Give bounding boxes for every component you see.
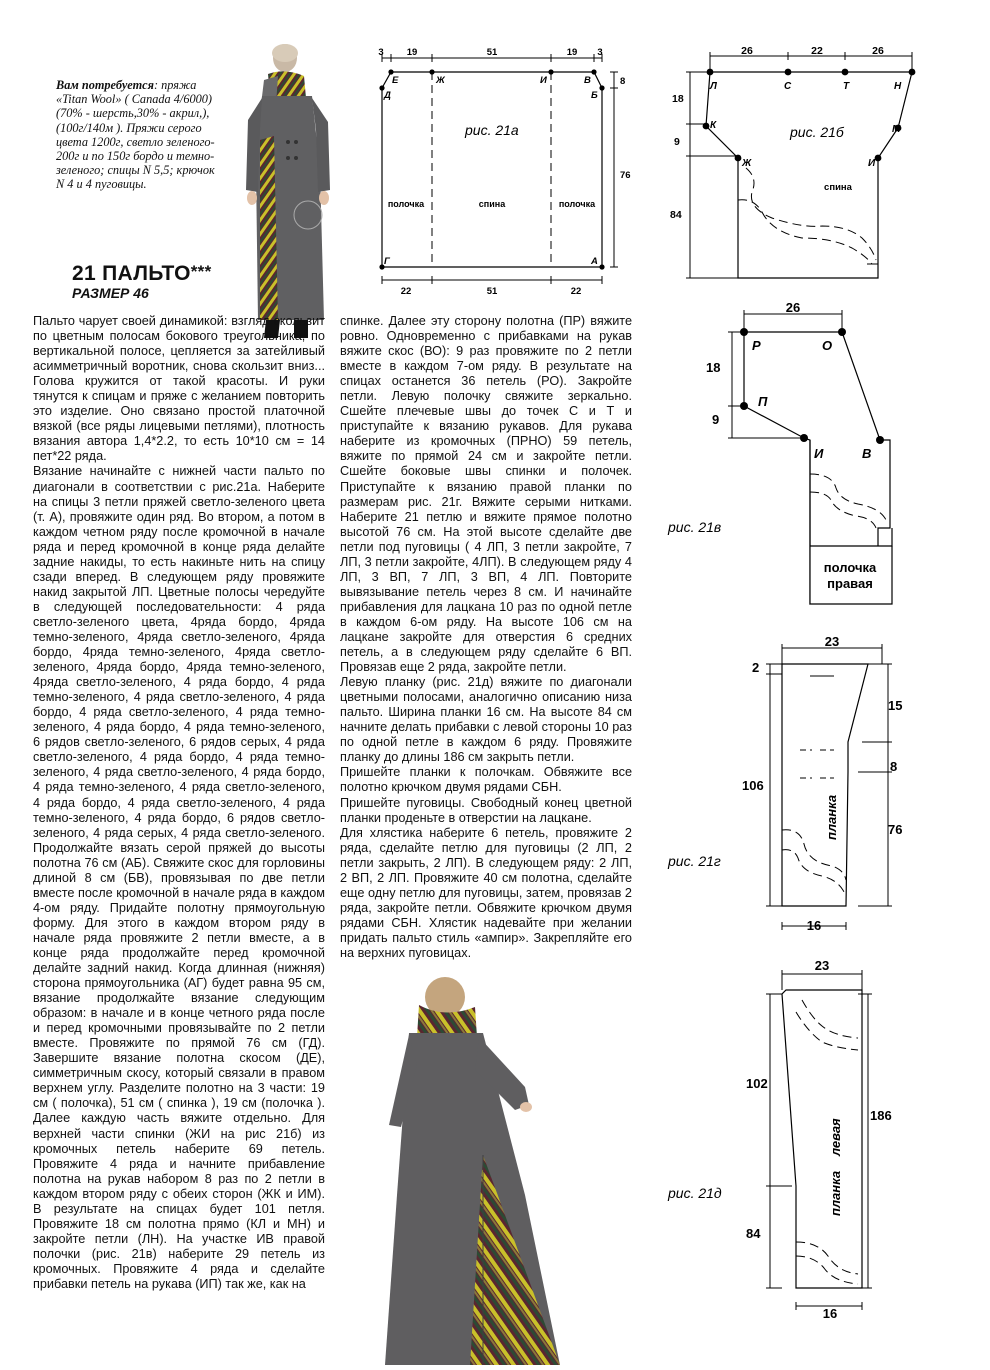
fig21v-caption: рис. 21в xyxy=(668,519,722,535)
fig21b-point-m: М xyxy=(892,124,901,135)
fig21v-point-o: О xyxy=(822,338,833,353)
fig21g-dim-bottom: 16 xyxy=(806,918,822,933)
fig21g-label: планка xyxy=(824,794,839,840)
diagram-fig-21b xyxy=(662,42,927,284)
fig21g-dim-right-2: 8 xyxy=(890,759,898,774)
fig21b-point-s: С xyxy=(784,81,792,92)
fig21a-label-right: полочка xyxy=(558,199,596,209)
diagram-fig-21a xyxy=(362,44,637,302)
buttons-paragraph: Пришейте пуговицы. Свободный конец цветной планки проденьте в отверстии на лацкане. xyxy=(340,795,632,825)
fig21v-dim-left-1: 18 xyxy=(706,360,721,375)
fig21b-point-zh: Ж xyxy=(742,158,752,169)
fig21b-point-n: Н xyxy=(894,81,902,92)
fig21b-dim-top-2: 22 xyxy=(811,45,823,57)
model-photo-top xyxy=(238,40,338,340)
fig21d-dim-right: 186 xyxy=(870,1108,892,1123)
pattern-size: РАЗМЕР 46 xyxy=(72,285,149,301)
fig21b-dim-top-1: 26 xyxy=(741,45,753,57)
fig21a-label-left: полочка xyxy=(387,199,425,209)
fig21a-dim-bottom-2: 51 xyxy=(486,286,498,297)
fig21g-dim-top: 23 xyxy=(824,634,840,649)
fig21b-dim-left-2: 9 xyxy=(674,136,680,148)
fig21v-dim-top: 26 xyxy=(785,300,801,315)
fig21a-caption: рис. 21а xyxy=(465,122,519,138)
title-number: 21 ПАЛЬТО xyxy=(72,262,191,285)
fig21v-point-i: И xyxy=(814,446,824,461)
fig21b-point-t: Т xyxy=(843,81,850,92)
fig21a-dim-right-2: 76 xyxy=(620,170,631,181)
fig21b-point-l: Л xyxy=(710,81,717,92)
fig21a-point-zh: Ж xyxy=(436,75,445,86)
fig21a-point-b: Б xyxy=(591,90,598,101)
fig21g-dim-left-2: 106 xyxy=(742,778,764,793)
title-stars: *** xyxy=(190,262,212,281)
fig21g-dim-left-1: 2 xyxy=(752,660,760,675)
fig21v-label-1: полочка xyxy=(823,560,877,575)
materials-lead: Вам потребуется xyxy=(56,78,154,92)
fig21b-dim-left-1: 18 xyxy=(672,93,684,105)
fig21d-label-2: планка xyxy=(828,1170,843,1216)
fig21d-label-1: левая xyxy=(828,1118,843,1156)
fig21a-point-v: В xyxy=(584,75,591,86)
fig21d-dim-top: 23 xyxy=(814,958,830,973)
fig21v-point-r: Р xyxy=(752,338,761,353)
fig21a-dim-bottom-1: 22 xyxy=(400,286,412,297)
fig21a-label-back: спина xyxy=(478,199,506,209)
fig21b-label: спина xyxy=(824,182,852,193)
instructions-column-1 xyxy=(33,314,325,1292)
fig21v-label-2: правая xyxy=(827,576,873,591)
model-photo-back xyxy=(375,975,580,1370)
sew-bands-paragraph: Пришейте планки к полочкам. Обвяжите все полотно крючком двумя рядами СБН. xyxy=(340,765,632,795)
fig21a-dim-top-1: 3 xyxy=(378,47,384,58)
left-band-paragraph: Левую планку (рис. 21д) вяжите по диагонали цветными полосами, аналогично описанию низа пальто. Ширина планки 16 см. На высоте 84 см начните делать прибавки с левой стороны 10 раз по одной петле в каждом 6 ряду. Провяжите планку до длины 186 см закрыть петли. xyxy=(340,675,632,765)
diagram-fig-21g xyxy=(662,630,912,942)
fig21g-caption: рис. 21г xyxy=(668,853,721,869)
sleeve-paragraph: спинке. Далее эту сторону полотна (ПР) вяжите ровно. Одновременно с прибавками на рукав вяжите скос (ВО): 9 раз провяжите по 2 петли вместе в каждом 7-ом ряду. В результате на спицах останется 36 петель (РО). Закройте петли. Левую полочку свяжите зеркально. Сшейте плечевые швы до точек С и Т и приступайте к вязанию рукавов. Для рукава наберите из кромочных (ПРНО) 59 петель, вяжите по прямой 24 см и закройте петли. Сшейте боковые швы спинки и полочек. Приступайте к вязанию правой планки по размерам рис. 21г. Вяжите серыми нитками. Наберите 21 петлю и вяжите прямое полотно высотой 76 см. На этой высоте сделайте две петли под пуговицы ( 4 ЛП, 3 петли закройте, 7 ЛП, 3 петли закройте, 4ЛП). В следующем ряду 4 ЛП, 3 ВП, 7 ЛП, 3 ВП, 4 ЛП. Повторите вывязывание петель через 8 см. И начинайте прибавления для лацкана 10 раз по одной петле в каждом 6-ом ряду. На высоте 106 см на лацкане закройте для отверстия 6 средних петель, а в следующем ряду сделайте 6 ВП. Провязав еще 2 ряда, закройте петли. xyxy=(340,314,632,675)
materials-text: : пряжа «Titan Wool» ( Canada 4/6000) (70% - шерсть,30% - акрил,),(100г/140м ). Пряжи серого цвета 1200г, светло зеленого- 200г и по 150г бордо и темно-зеленого; спицы N 5,5; крючок N 4 и 4 пуговицы. xyxy=(56,78,215,192)
fig21b-point-i: И xyxy=(868,158,876,169)
fig21v-dim-left-2: 9 xyxy=(712,412,720,427)
instructions-column-2 xyxy=(340,314,632,961)
fig21a-dim-top-4: 19 xyxy=(566,47,578,58)
fig21a-dim-top-5: 3 xyxy=(597,47,603,58)
intro-paragraph: Пальто чарует своей динамикой: взгляд скользит по цветным полосам бокового треугольника, по вертикальной полосе, цепляется за затейливый асимметричный воротник, снова скользит вниз... Голова кружится от такой красоты. И руки тянутся к спицам и пряже с желанием повторить это изделие. Оно связано простой платочной вязкой (все ряды лицевыми петлями), плотность вязания автора 1,4*2.2, то есть 10*10 см = 14 пет*22 ряда. xyxy=(33,314,325,464)
belt-paragraph: Для хлястика наберите 6 петель, провяжите 2 ряда, сделайте петлю для пуговицы (2 ЛП, 2 петли закрыть, 2 ЛП). В следующем ряду: 2 ЛП, 2 ВП, 2 ЛП. Провяжите 40 см полотна, сделайте еще одну петлю для пуговицы, затем, провязав 2 ряда, закройте петли. Обвяжите крючком двумя рядами СБН. Хлястик надевайте при желании придать пальто стиль «ампир». Закрепляйте его на верхних пуговицах. xyxy=(340,825,632,960)
fig21d-dim-left-2: 84 xyxy=(746,1226,761,1241)
materials-block xyxy=(56,78,221,192)
fig21a-dim-bottom-3: 22 xyxy=(570,286,582,297)
fig21b-caption: рис. 21б xyxy=(790,124,844,140)
fig21a-point-d: Д xyxy=(384,90,391,101)
fig21v-point-p: П xyxy=(758,394,768,409)
fig21d-dim-left-1: 102 xyxy=(746,1076,768,1091)
fig21b-point-k: К xyxy=(710,120,717,131)
diagram-fig-21d xyxy=(662,956,912,1326)
fig21v-point-v: В xyxy=(862,446,872,461)
fig21g-dim-right-1: 15 xyxy=(888,698,903,713)
fig21a-point-i: И xyxy=(540,75,547,86)
fig21a-dim-right-1: 8 xyxy=(620,76,626,87)
fig21d-dim-bottom: 16 xyxy=(822,1306,838,1321)
fig21d-caption: рис. 21д xyxy=(668,1185,722,1201)
fig21a-dim-top-3: 51 xyxy=(486,47,498,58)
fig21a-point-a: А xyxy=(591,256,598,267)
knitting-paragraph: Вязание начинайте с нижней части пальто по диагонали в соответствии с рис.21а. Наберите на спицы 3 петли пряжей светло-зеленого цвета (т. А), провяжите один ряд. Во втором, а потом в каждом четном ряду после кромочной в начале ряда и перед кромочной в конце ряда делайте задние накиды, то есть накиньте нить на спицу сзади вперед. В следующем ряду провяжите накид закрытой ЛП. Цветные полосы чередуйте в следующей последовательности: 4 ряда светло-зеленого цвета, 4ряда бордо, 4ряда темно-зеленого, 4ряда светло-зеленого, 4ряда бордо, 4ряда темно-зеленого, 4ряда светло-зеленого, 4ряда бордо, 4ряда темно-зеленого, 4ряда светло-зеленого, 4 ряда бордо, 4 ряда темно-зеленого, 4 ряда светло-зеленого, 4 ряда бордо, 4 ряда светло-зеленого, 4 ряда темно-зеленого, 4 ряда бордо, 4 ряда темно-зеленого, 6 рядов светло-зеленого, 6 рядов серых, 4 ряда светло-зеленого, 4 ряда бордо, 4 ряда темно-зеленого, 4 ряда светло-зеленого, 4 ряда бордо, 4 ряда темно-зеленого, 4 ряда светло-зеленого, 4 ряда бордо, 4 ряда светло-зеленого, 4 ряда темно-зеленого, 4 ряда бордо, 6 рядов светло-зеленого, 4 ряда серых, 4 ряда светло-зеленого. Продолжайте вязать серой пряжей до высоты полотна 76 см (АБ). Свяжите скос для горловины длиной 8 см (БВ), провязывая по две петли вместе после кромочной в начале ряда в каждом 4-ом ряду. Придайте полотну прямоугольную форму. Для этого в каждом втором ряду в начале ряда провяжите 2 петли вместе, а в конце ряда продолжайте перед кромочной делайте задний накид. Когда длинная (нижняя) сторона прямоугольника (АГ) будет равна 95 см, вязание продолжайте вязание следующим образом: в начале и в конце четного ряда после и перед кромочными провязывайте по 2 петли вместе. Провяжите по прямой 76 см (ГД). Завершите вязание полотна скосом (ДЕ), симметричным скосу, который связали в правом верхнем углу. Разделите полотно на 3 части: 19 см ( полочка), 51 см ( спинка ), 19 см (полочка ). Далее каждую часть вяжите отдельно. Для верхней части спинки (ЖИ на рис 21б) из кромочных петель наберите 69 петель. Провяжите 4 ряда и начните прибавление полотна на рукав набором 8 раз по 2 петли в каждом втором ряду с обеих сторон (ЖК и ИМ). В результате на спицах будет 101 петля. Провяжите 18 см полотна прямо (КЛ и МН) и закройте петли (ЛН). На участке ИВ правой полочки (рис. 21в) наберите 29 петель из кромочных. Провяжите 4 ряда и сделайте прибавки петель на рукава (ИП) так же, как на xyxy=(33,464,325,1291)
fig21a-point-e: Е xyxy=(392,75,399,86)
diagram-fig-21v xyxy=(662,296,902,608)
pattern-title xyxy=(72,262,212,286)
fig21g-dim-right-3: 76 xyxy=(888,822,903,837)
fig21b-dim-top-3: 26 xyxy=(872,45,884,57)
fig21a-dim-top-2: 19 xyxy=(406,47,418,58)
fig21b-dim-left-3: 84 xyxy=(670,209,682,221)
fig21a-point-g: Г xyxy=(384,256,390,267)
